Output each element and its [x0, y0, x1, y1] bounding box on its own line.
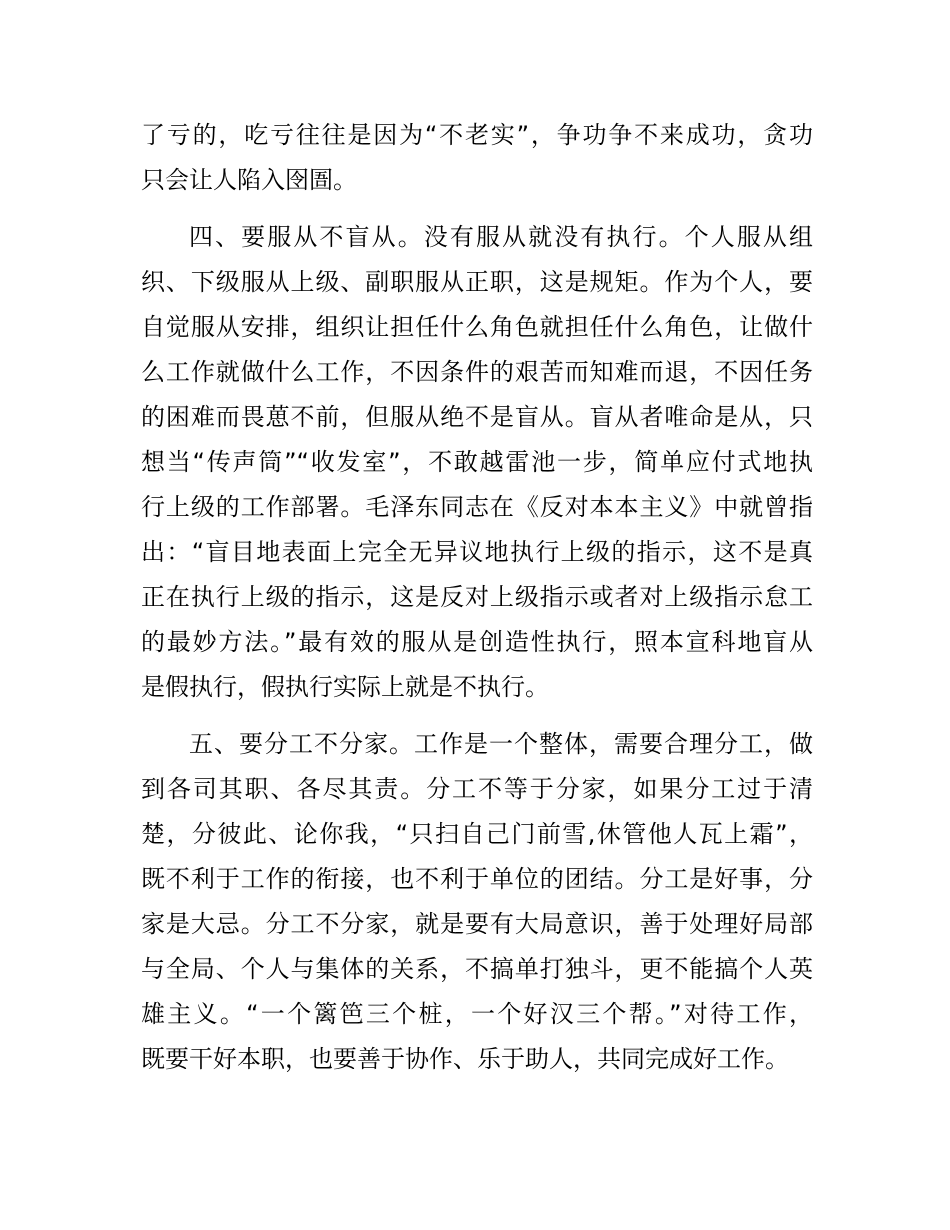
document-body — [141, 113, 813, 1094]
text-line: 只会让人陷入囹圄。 — [141, 166, 357, 194]
paragraph-divide-work — [141, 722, 813, 1082]
text-line: 楚，分彼此、论你我，“只扫自己门前雪,休管他人瓦上霜”， — [141, 820, 813, 848]
text-line: 家是大忌。分工不分家，就是要有大局意识，善于处理好局部 — [141, 910, 813, 938]
text-line: 想当“传声筒”“收发室”，不敢越雷池一步，简单应付式地执 — [141, 448, 813, 476]
text-line: 四、要服从不盲从。没有服从就没有执行。个人服从组 — [189, 223, 813, 251]
text-line: 的最妙方法。”最有效的服从是创造性执行，照本宣科地盲从 — [141, 628, 813, 656]
text-line: 与全局、个人与集体的关系，不搞单打独斗，更不能搞个人英 — [141, 955, 813, 983]
text-line: 既不利于工作的衔接，也不利于单位的团结。分工是好事，分 — [141, 865, 813, 893]
text-line: 织、下级服从上级、副职服从正职，这是规矩。作为个人，要 — [141, 268, 813, 296]
text-line: 了亏的，吃亏往往是因为“不老实”，争功争不来成功，贪功 — [141, 121, 813, 149]
text-line: 既要干好本职，也要善于协作、乐于助人，共同完成好工作。 — [141, 1045, 789, 1073]
text-line: 么工作就做什么工作，不因条件的艰苦而知难而退，不因任务 — [141, 358, 813, 386]
text-line: 出：“盲目地表面上完全无异议地执行上级的指示，这不是真 — [141, 538, 813, 566]
paragraph-continuation — [141, 113, 813, 203]
text-line: 五、要分工不分家。工作是一个整体，需要合理分工，做 — [189, 730, 813, 758]
text-line: 是假执行，假执行实际上就是不执行。 — [141, 673, 549, 701]
text-line: 自觉服从安排，组织让担任什么角色就担任什么角色，让做什 — [141, 313, 813, 341]
text-line: 到各司其职、各尽其责。分工不等于分家，如果分工过于清 — [141, 775, 813, 803]
text-line: 行上级的工作部署。毛泽东同志在《反对本本主义》中就曾指 — [141, 493, 813, 521]
text-line: 的困难而畏葸不前，但服从绝不是盲从。盲从者唯命是从，只 — [141, 403, 813, 431]
text-line: 正在执行上级的指示，这是反对上级指示或者对上级指示怠工 — [141, 583, 813, 611]
paragraph-obey-not-blindly — [141, 215, 813, 710]
text-line: 雄主义。“一个篱笆三个桩，一个好汉三个帮。”对待工作， — [141, 1000, 813, 1028]
